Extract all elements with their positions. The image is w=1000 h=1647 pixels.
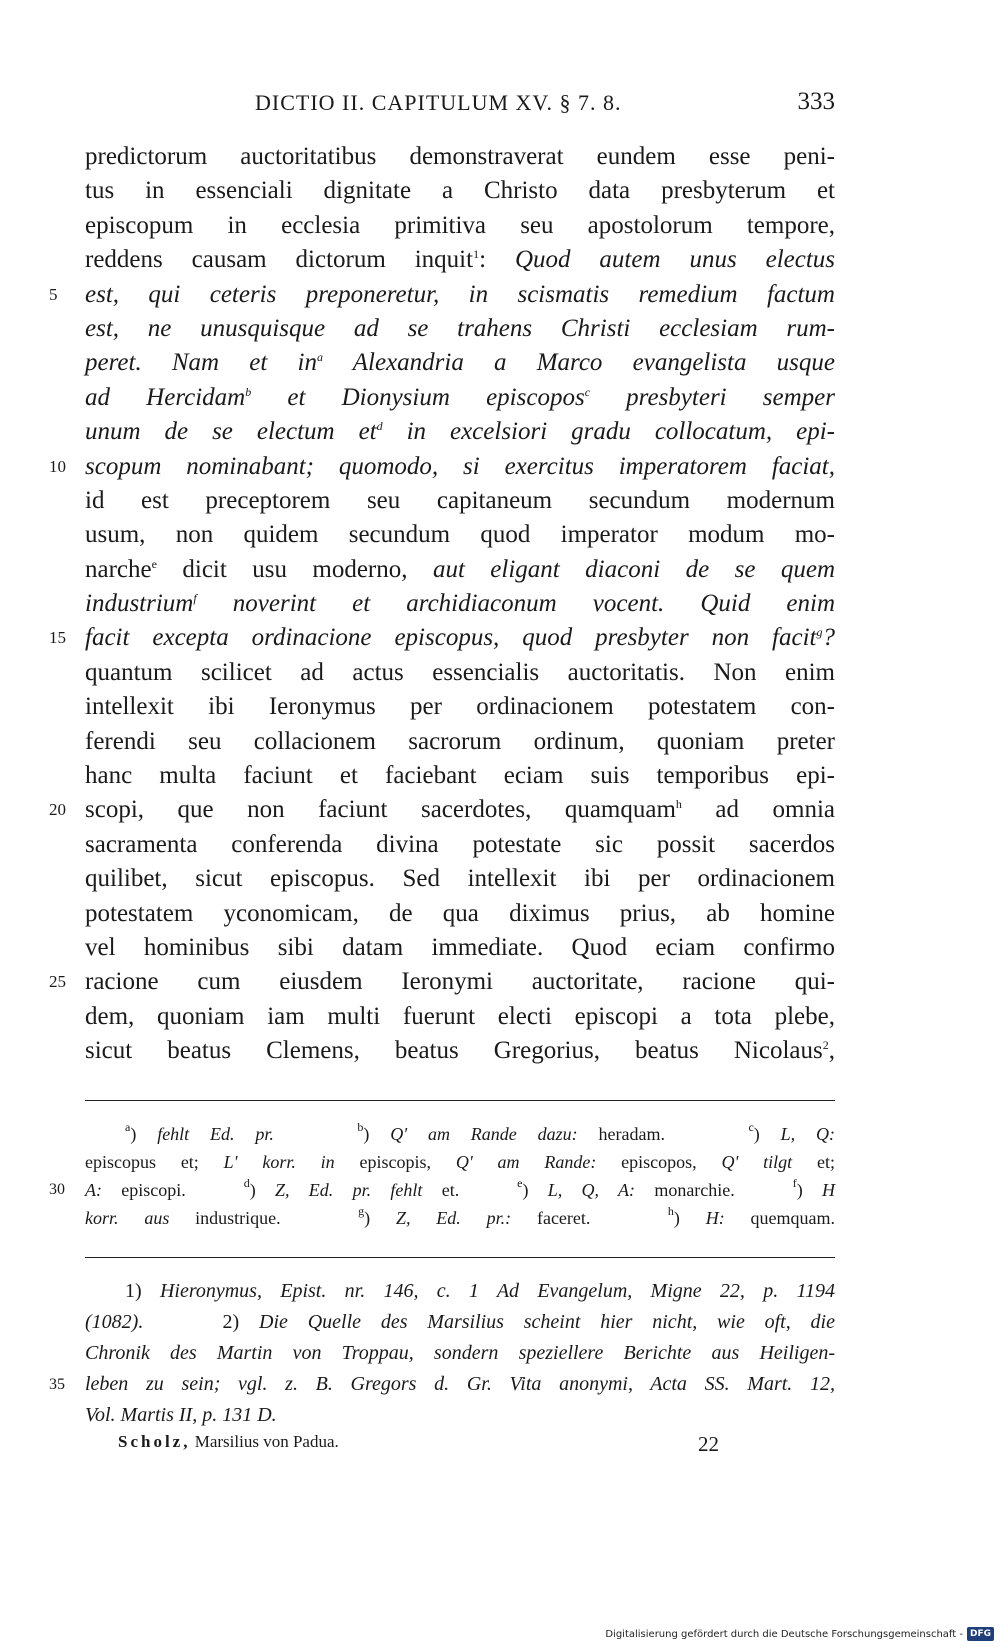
line-text: est, ne unusquisque ad se trahens Christi ecclesiam rum-	[85, 314, 835, 342]
text-line	[49, 450, 835, 484]
line-text: usum, non quidem secundum quod imperator modum mo-	[85, 521, 835, 549]
line-text: narche$^e$ dicit usu moderno, aut eligant diaconi de se quem	[85, 555, 835, 583]
line-text: (1082). 2) Die Quelle des Marsilius scheint hier nicht, wie oft, die	[85, 1311, 835, 1333]
page-footer	[118, 1432, 758, 1458]
text-line	[85, 346, 835, 380]
credit-text: Digitalisierung gefördert durch die Deutsche Forschungsgemeinschaft -	[605, 1628, 963, 1640]
line-text: sicut beatus Clemens, beatus Gregorius, beatus Nicolaus$^2$,	[85, 1037, 835, 1065]
text-line	[85, 381, 835, 415]
line-number: 20	[49, 800, 66, 820]
line-text: ad Hercidam$^b$ et Dionysium episcopos$^c$ presbyteri semper	[85, 383, 835, 411]
running-head: DICTIO II. CAPITULUM XV. § 7. 8.	[255, 90, 622, 115]
text-line	[85, 587, 835, 621]
text-line	[85, 725, 835, 759]
line-text: dem, quoniam iam multi fuerunt electi episcopi a tota plebe,	[85, 1002, 835, 1030]
line-text: unum de se electum $et^d$ in excelsiori gradu collocatum, epi-	[85, 418, 835, 446]
text-line	[85, 243, 835, 277]
line-text: Vol. Martis II, p. 131 D.	[85, 1404, 277, 1426]
line-number: 25	[49, 972, 66, 992]
text-line	[85, 897, 835, 931]
line-text: scopi, que non faciunt sacerdotes, quamquam$^h$ ad omnia	[85, 796, 835, 824]
text-line	[85, 174, 835, 208]
text-line	[85, 828, 835, 862]
text-line	[85, 759, 835, 793]
text-line	[85, 209, 835, 243]
line-text: 1) Hieronymus, Epist. nr. 146, c. 1 Ad Evangelum, Migne 22, p. 1194	[125, 1280, 835, 1302]
text-line	[85, 1034, 835, 1068]
apparatus-divider	[85, 1100, 835, 1101]
apparatus-line	[49, 1176, 835, 1204]
text-line	[85, 690, 835, 724]
digitization-credit	[605, 1627, 994, 1641]
line-text: korr. aus industrique. $^g$) Z, Ed. pr.: faceret. $^h$) H: quemquam.	[85, 1204, 836, 1228]
text-line	[49, 621, 835, 655]
footnote-line	[85, 1276, 835, 1307]
footnotes	[49, 1276, 835, 1431]
text-line	[85, 140, 835, 174]
apparatus-line	[85, 1120, 835, 1148]
line-text: sacramenta conferenda divina potestate sic possit sacerdos	[85, 830, 835, 858]
text-line	[85, 553, 835, 587]
line-text: tus in essenciali dignitate a Christo data presbyterum et	[85, 177, 835, 205]
critical-apparatus	[49, 1120, 836, 1232]
line-text: facit excepta ordinacione episcopus, quod presbyter non facit$^g$?	[85, 624, 835, 652]
page-header	[85, 84, 835, 124]
line-text: predictorum auctoritatibus demonstraverat eundem esse peni-	[85, 143, 835, 170]
line-number: 30	[49, 1181, 65, 1198]
text-line	[85, 862, 835, 896]
text-line	[49, 965, 835, 999]
line-text: est, qui ceteris preponeretur, in scismatis remedium factum	[85, 280, 835, 308]
line-text: industrium$^f$ noverint et archidiaconum vocent. Quid enim	[85, 590, 835, 618]
text-line	[85, 484, 835, 518]
page-number: 333	[797, 88, 835, 115]
line-text: quantum scilicet ad actus essencialis auctoritatis. Non enim	[85, 658, 835, 686]
line-number: 15	[49, 628, 66, 648]
line-number: 35	[49, 1376, 65, 1393]
text-line	[49, 278, 835, 312]
line-text: intellexit ibi Ieronymus per ordinacionem potestatem con-	[85, 693, 835, 721]
line-text: ferendi seu collacionem sacrorum ordinum, quoniam preter	[85, 727, 835, 755]
text-line	[85, 518, 835, 552]
line-text: reddens causam dictorum inquit$^1$: Quod autem unus electus	[85, 246, 836, 274]
line-text: racione cum eiusdem Ieronymi auctoritate, racione qui-	[85, 968, 835, 996]
line-text: vel hominibus sibi datam immediate. Quod eciam confirmo	[85, 933, 835, 961]
line-text: hanc multa faciunt et faciebant eciam suis temporibus epi-	[85, 762, 835, 790]
footnote-line	[49, 1369, 835, 1400]
apparatus-line	[85, 1204, 835, 1232]
apparatus-line	[85, 1148, 835, 1176]
line-text: $^a$) fehlt Ed. pr. $^b$) Q' am Rande dazu: heradam. $^c$) L, Q:	[125, 1120, 835, 1144]
text-line	[49, 793, 835, 827]
line-text: episcopus et; L' korr. in episcopis, Q' am Rande: episcopos, Q' tilgt et;	[85, 1152, 835, 1172]
footnote-line	[85, 1400, 835, 1431]
line-number: 5	[49, 284, 58, 304]
line-text: episcopum in ecclesia primitiva seu apostolorum tempore,	[85, 211, 835, 239]
text-line	[85, 1000, 835, 1034]
footer-author: Scholz,	[118, 1432, 191, 1451]
text-line	[85, 931, 835, 965]
line-text: scopum nominabant; quomodo, si exercitus imperatorem faciat,	[85, 452, 835, 480]
signature-mark: 22	[698, 1432, 719, 1456]
line-text: Chronik des Martin von Troppau, sondern speziellere Berichte aus Heiligen-	[85, 1342, 835, 1364]
footer-title: Marsilius von Padua.	[194, 1432, 339, 1451]
line-text: leben zu sein; vgl. z. B. Gregors d. Gr. Vita anonymi, Acta SS. Mart. 12,	[85, 1373, 835, 1395]
main-text	[49, 140, 836, 1069]
footnote-line	[85, 1338, 835, 1369]
footnote-line	[85, 1307, 835, 1338]
footnote-divider	[85, 1257, 835, 1258]
line-text: potestatem yconomicam, de qua diximus prius, ab homine	[85, 899, 835, 927]
text-line	[85, 312, 835, 346]
line-number: 10	[49, 456, 66, 476]
text-line	[85, 656, 835, 690]
dfg-logo: DFG	[967, 1627, 994, 1641]
line-text: A: episcopi. $^d$) Z, Ed. pr. fehlt et. $^e$) L, Q, A: monarchie. $^f$) H	[85, 1176, 835, 1200]
text-line	[85, 415, 835, 449]
line-text: quilibet, sicut episcopus. Sed intellexit ibi per ordinacionem	[85, 865, 835, 893]
line-text: peret. Nam et $in^a$ Alexandria a Marco evangelista usque	[85, 349, 836, 377]
line-text: id est preceptorem seu capitaneum secundum modernum	[85, 486, 835, 514]
